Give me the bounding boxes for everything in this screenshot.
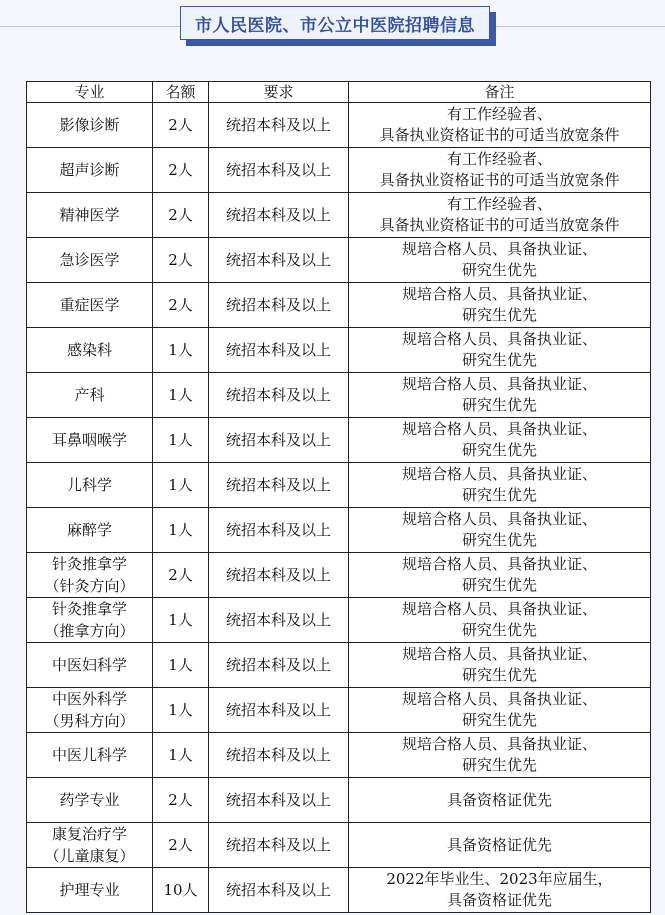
note-line: 研究生优先 bbox=[461, 486, 537, 504]
header-note: 备注 bbox=[349, 82, 651, 103]
major-line: 儿科学 bbox=[66, 476, 112, 494]
cell-requirement: 统招本科及以上 bbox=[209, 553, 349, 598]
table-row bbox=[27, 553, 651, 598]
table-row bbox=[27, 418, 651, 463]
major-line: 精神医学 bbox=[59, 206, 120, 224]
cell-requirement: 统招本科及以上 bbox=[209, 463, 349, 508]
table-row bbox=[27, 733, 651, 778]
cell-note bbox=[349, 418, 651, 463]
major-line: （男科方向） bbox=[44, 712, 135, 730]
table-row bbox=[27, 283, 651, 328]
cell-note bbox=[349, 283, 651, 328]
note-line: 规培合格人员、具备执业证、 bbox=[401, 465, 597, 483]
major-line: 康复治疗学 bbox=[51, 825, 127, 843]
cell-quota: 1人 bbox=[153, 373, 209, 418]
note-line: 规培合格人员、具备执业证、 bbox=[401, 645, 597, 663]
note-line: 规培合格人员、具备执业证、 bbox=[401, 330, 597, 348]
note-line: 规培合格人员、具备执业证、 bbox=[401, 555, 597, 573]
major-line: 中医外科学 bbox=[51, 690, 127, 708]
cell-requirement: 统招本科及以上 bbox=[209, 238, 349, 283]
cell-note bbox=[349, 778, 651, 823]
note-line: 研究生优先 bbox=[461, 711, 537, 729]
cell-quota: 2人 bbox=[153, 193, 209, 238]
note-line: 规培合格人员、具备执业证、 bbox=[401, 510, 597, 528]
title-banner bbox=[180, 6, 496, 46]
cell-major bbox=[27, 823, 153, 868]
cell-note bbox=[349, 328, 651, 373]
cell-requirement: 统招本科及以上 bbox=[209, 688, 349, 733]
cell-major bbox=[27, 148, 153, 193]
note-line: 研究生优先 bbox=[461, 531, 537, 549]
cell-note bbox=[349, 508, 651, 553]
cell-requirement: 统招本科及以上 bbox=[209, 868, 349, 913]
note-line: 具备执业资格证书的可适当放宽条件 bbox=[379, 171, 620, 189]
note-line: 具备执业资格证书的可适当放宽条件 bbox=[379, 216, 620, 234]
major-line: （儿童康复） bbox=[44, 847, 135, 865]
note-line: 研究生优先 bbox=[461, 576, 537, 594]
major-line: 感染科 bbox=[66, 341, 112, 359]
cell-quota: 1人 bbox=[153, 688, 209, 733]
cell-major bbox=[27, 238, 153, 283]
cell-note bbox=[349, 598, 651, 643]
cell-requirement: 统招本科及以上 bbox=[209, 148, 349, 193]
major-line: 影像诊断 bbox=[59, 116, 120, 134]
cell-major bbox=[27, 373, 153, 418]
note-line: 研究生优先 bbox=[461, 396, 537, 414]
cell-note bbox=[349, 868, 651, 913]
cell-note bbox=[349, 553, 651, 598]
note-line: 规培合格人员、具备执业证、 bbox=[401, 600, 597, 618]
note-line: 研究生优先 bbox=[461, 261, 537, 279]
cell-major bbox=[27, 283, 153, 328]
cell-quota: 2人 bbox=[153, 553, 209, 598]
note-line: 有工作经验者、 bbox=[446, 195, 552, 213]
note-line: 规培合格人员、具备执业证、 bbox=[401, 420, 597, 438]
major-line: 药学专业 bbox=[59, 791, 120, 809]
cell-requirement: 统招本科及以上 bbox=[209, 598, 349, 643]
header-requirement: 要求 bbox=[209, 82, 349, 103]
note-line: 具备资格证优先 bbox=[446, 891, 552, 909]
note-line: 规培合格人员、具备执业证、 bbox=[401, 690, 597, 708]
table-row bbox=[27, 508, 651, 553]
cell-major bbox=[27, 418, 153, 463]
header-quota: 名额 bbox=[153, 82, 209, 103]
table-row bbox=[27, 238, 651, 283]
table-row bbox=[27, 103, 651, 148]
recruitment-table bbox=[26, 81, 651, 913]
table-header-row bbox=[27, 82, 651, 103]
table-row bbox=[27, 868, 651, 913]
page-title: 市人民医院、市公立中医院招聘信息 bbox=[180, 6, 490, 40]
cell-major bbox=[27, 688, 153, 733]
cell-quota: 2人 bbox=[153, 238, 209, 283]
note-line: 2022年毕业生、2023年应届生， bbox=[386, 870, 613, 888]
cell-quota: 2人 bbox=[153, 823, 209, 868]
table-row bbox=[27, 148, 651, 193]
note-line: 有工作经验者、 bbox=[446, 150, 552, 168]
table-row bbox=[27, 463, 651, 508]
table-row bbox=[27, 778, 651, 823]
table-body bbox=[27, 103, 651, 913]
cell-quota: 10人 bbox=[153, 868, 209, 913]
cell-major bbox=[27, 508, 153, 553]
cell-major bbox=[27, 733, 153, 778]
cell-requirement: 统招本科及以上 bbox=[209, 823, 349, 868]
cell-note bbox=[349, 688, 651, 733]
note-line: 规培合格人员、具备执业证、 bbox=[401, 240, 597, 258]
note-line: 规培合格人员、具备执业证、 bbox=[401, 375, 597, 393]
cell-requirement: 统招本科及以上 bbox=[209, 643, 349, 688]
major-line: 护理专业 bbox=[59, 881, 120, 899]
table-row bbox=[27, 373, 651, 418]
note-line: 有工作经验者、 bbox=[446, 105, 552, 123]
cell-major bbox=[27, 643, 153, 688]
note-line: 研究生优先 bbox=[461, 306, 537, 324]
cell-requirement: 统招本科及以上 bbox=[209, 193, 349, 238]
major-line: 针灸推拿学 bbox=[51, 555, 127, 573]
major-line: 耳鼻咽喉学 bbox=[51, 431, 127, 449]
cell-major bbox=[27, 868, 153, 913]
cell-note bbox=[349, 193, 651, 238]
note-line: 研究生优先 bbox=[461, 756, 537, 774]
cell-major bbox=[27, 103, 153, 148]
note-line: 规培合格人员、具备执业证、 bbox=[401, 735, 597, 753]
cell-requirement: 统招本科及以上 bbox=[209, 328, 349, 373]
table-row bbox=[27, 643, 651, 688]
major-line: 针灸推拿学 bbox=[51, 600, 127, 618]
cell-note bbox=[349, 238, 651, 283]
cell-major bbox=[27, 598, 153, 643]
cell-quota: 2人 bbox=[153, 148, 209, 193]
cell-major bbox=[27, 193, 153, 238]
major-line: （推拿方向） bbox=[44, 622, 135, 640]
cell-requirement: 统招本科及以上 bbox=[209, 733, 349, 778]
table-row bbox=[27, 328, 651, 373]
cell-requirement: 统招本科及以上 bbox=[209, 103, 349, 148]
table-row bbox=[27, 688, 651, 733]
note-line: 研究生优先 bbox=[461, 621, 537, 639]
note-line: 规培合格人员、具备执业证、 bbox=[401, 285, 597, 303]
cell-requirement: 统招本科及以上 bbox=[209, 778, 349, 823]
cell-quota: 1人 bbox=[153, 328, 209, 373]
major-line: 中医儿科学 bbox=[51, 746, 127, 764]
table-row bbox=[27, 598, 651, 643]
major-line: 超声诊断 bbox=[59, 161, 120, 179]
major-line: 中医妇科学 bbox=[51, 656, 127, 674]
note-line: 研究生优先 bbox=[461, 351, 537, 369]
major-line: （针灸方向） bbox=[44, 577, 135, 595]
cell-quota: 1人 bbox=[153, 418, 209, 463]
table-row bbox=[27, 823, 651, 868]
cell-major bbox=[27, 463, 153, 508]
cell-note bbox=[349, 148, 651, 193]
cell-quota: 1人 bbox=[153, 643, 209, 688]
cell-note bbox=[349, 733, 651, 778]
cell-note bbox=[349, 643, 651, 688]
note-line: 具备资格证优先 bbox=[446, 835, 552, 854]
cell-quota: 1人 bbox=[153, 463, 209, 508]
cell-major bbox=[27, 553, 153, 598]
cell-requirement: 统招本科及以上 bbox=[209, 418, 349, 463]
note-line: 研究生优先 bbox=[461, 666, 537, 684]
cell-quota: 1人 bbox=[153, 598, 209, 643]
major-line: 产科 bbox=[74, 386, 105, 404]
cell-quota: 2人 bbox=[153, 103, 209, 148]
major-line: 急诊医学 bbox=[59, 251, 120, 269]
cell-major bbox=[27, 328, 153, 373]
cell-quota: 2人 bbox=[153, 778, 209, 823]
cell-note bbox=[349, 373, 651, 418]
cell-major bbox=[27, 778, 153, 823]
major-line: 麻醉学 bbox=[66, 521, 112, 539]
cell-note bbox=[349, 463, 651, 508]
note-line: 具备资格证优先 bbox=[446, 790, 552, 809]
cell-quota: 1人 bbox=[153, 733, 209, 778]
note-line: 具备执业资格证书的可适当放宽条件 bbox=[379, 126, 620, 144]
cell-requirement: 统招本科及以上 bbox=[209, 508, 349, 553]
note-line: 研究生优先 bbox=[461, 441, 537, 459]
cell-requirement: 统招本科及以上 bbox=[209, 373, 349, 418]
cell-note bbox=[349, 823, 651, 868]
major-line: 重症医学 bbox=[59, 296, 120, 314]
cell-quota: 1人 bbox=[153, 508, 209, 553]
cell-quota: 2人 bbox=[153, 283, 209, 328]
cell-note bbox=[349, 103, 651, 148]
cell-requirement: 统招本科及以上 bbox=[209, 283, 349, 328]
header-major: 专业 bbox=[27, 82, 153, 103]
table-row bbox=[27, 193, 651, 238]
